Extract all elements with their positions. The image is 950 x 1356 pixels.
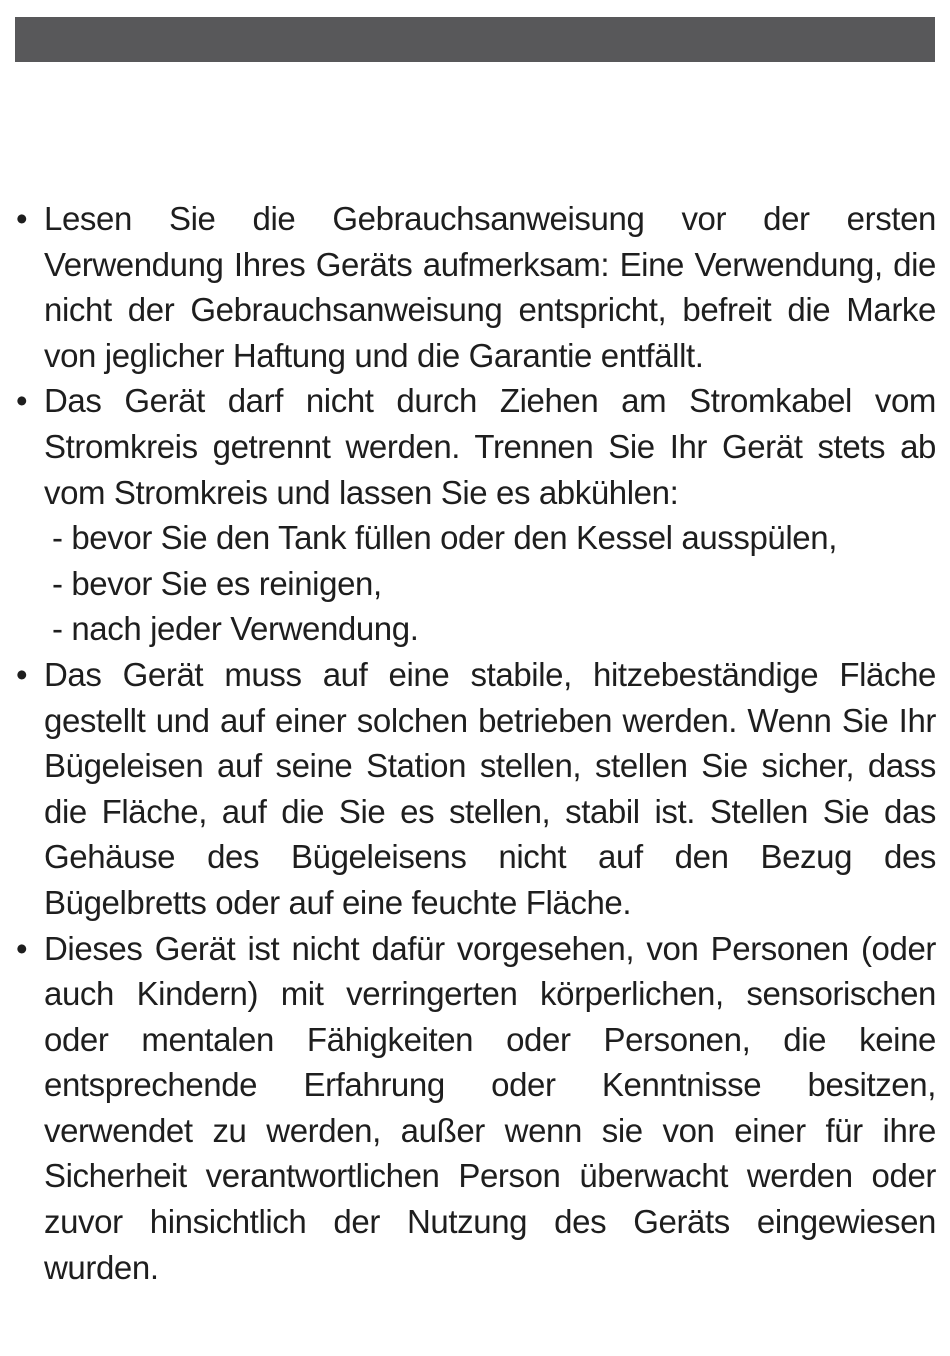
list-item-stable-surface [16,652,936,926]
list-item-text: Lesen Sie die Gebrauchsanweisung vor der ersten Verwendung Ihres Geräts aufmerksam: Eine Verwendung, die nicht der Gebrauchsanweisung entspricht, befreit die Marke von jeglicher Haftung und die Garantie entfällt. [44,200,936,374]
list-item-text: Das Gerät muss auf eine stabile, hitzebeständige Fläche gestellt und auf einer solchen betrieben werden. Wenn Sie Ihr Bügeleisen auf seine Station stellen, stellen Sie sicher, dass die Fläche, auf die Sie es stellen, stabil ist. Stellen Sie das Gehäuse des Bügeleisens nicht auf den Bezug des Bügelbretts oder auf eine feuchte Fläche. [44,655,936,921]
list-item-restricted-persons [16,926,936,1291]
safety-instructions-list [16,196,936,1290]
sub-item-after-use: - nach jeder Verwendung. [52,610,419,648]
list-item-disconnect [16,378,936,652]
bullet-icon: • [16,929,28,967]
sub-item-fill-tank: - bevor Sie den Tank füllen oder den Kessel ausspülen, [52,519,837,557]
sub-item-cleaning: - bevor Sie es reinigen, [52,564,382,602]
list-item-text: Das Gerät darf nicht durch Ziehen am Stromkabel vom Stromkreis getrennt werden. Trennen Sie Ihr Gerät stets ab vom Stromkreis und lassen Sie es abkühlen: [44,382,936,511]
bullet-icon: • [16,200,28,237]
bullet-icon: • [16,382,28,420]
list-item-read-manual [16,196,936,378]
header-bar [15,17,935,62]
list-item-text: Dieses Gerät ist nicht dafür vorgesehen, von Personen (oder auch Kindern) mit verringerten körperlichen, sensorischen oder mentalen Fähigkeiten oder Personen, die keine entsprechende Erfahrung oder Kenntnisse besitzen, verwendet zu werden, außer wenn sie von einer für ihre Sicherheit verantwortlichen Person überwacht werden oder zuvor hinsichtlich der Nutzung des Geräts eingewiesen wurden. [44,929,936,1286]
bullet-icon: • [16,655,28,693]
